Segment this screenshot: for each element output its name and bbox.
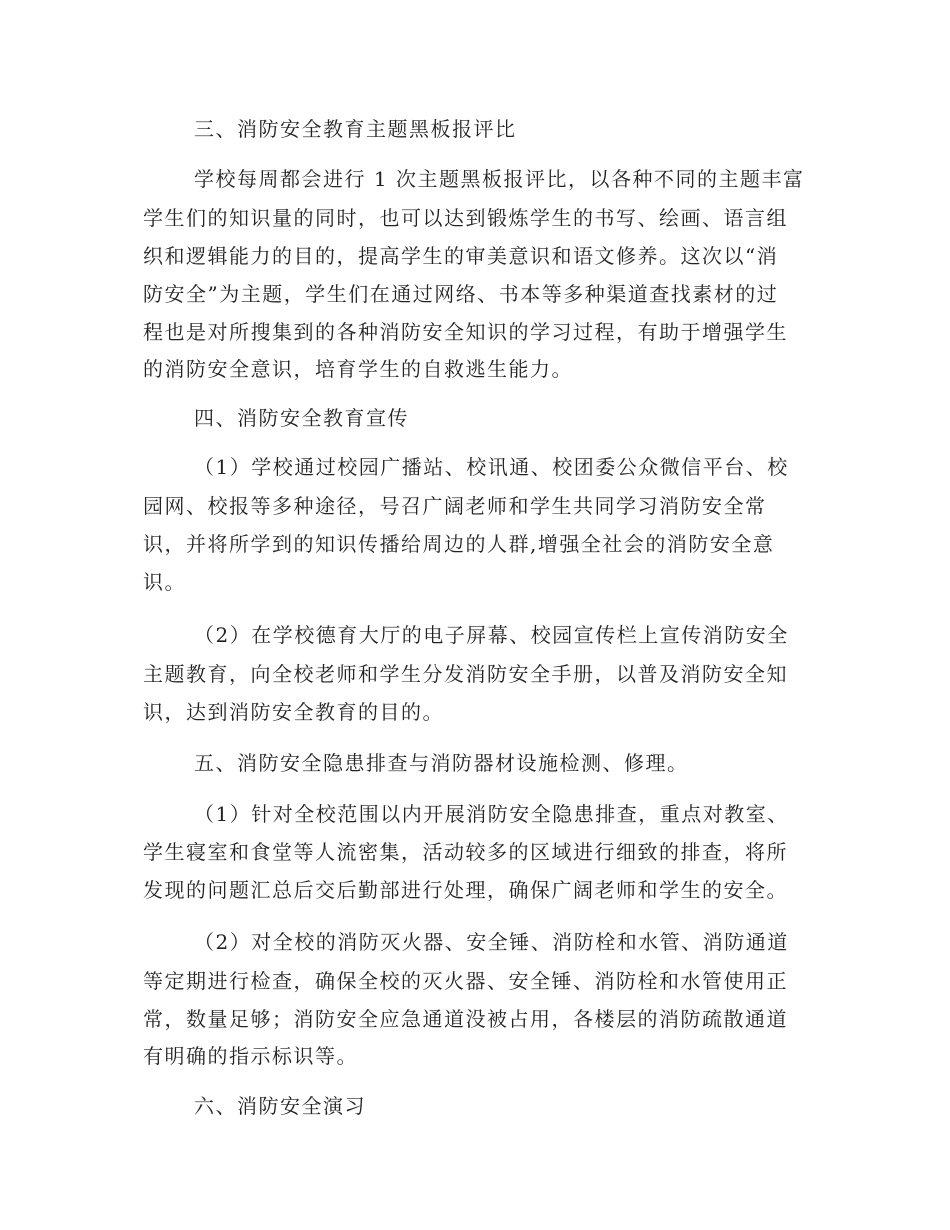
paragraph-line: 识，达到消防安全教育的目的。 <box>143 700 444 724</box>
section-heading-4: 四、消防安全教育宣传 <box>194 406 409 430</box>
section-heading-3: 三、消防安全教育主题黑板报评比 <box>194 117 517 141</box>
paragraph-line: 等定期进行检查，确保全校的灭火器、安全锤、消防栓和水管使用正 <box>143 969 788 993</box>
paragraph-line: 学生寝室和食堂等人流密集，活动较多的区域进行细致的排查，将所 <box>143 840 788 864</box>
paragraph-line: 识，并将所学到的知识传播给周边的人群,增强全社会的消防安全意 <box>143 532 775 556</box>
paragraph-line: 有明确的指示标识等。 <box>143 1044 358 1068</box>
paragraph-line: 织和逻辑能力的目的，提高学生的审美意识和语文修养。这次以“消 <box>143 244 779 268</box>
paragraph-line: 主题教育，向全校老师和学生分发消防安全手册，以普及消防安全知 <box>143 662 788 686</box>
paragraph-line: 园网、校报等多种途径，号召广阔老师和学生共同学习消防安全常 <box>143 494 767 518</box>
paragraph-line: 学校每周都会进行 1 次主题黑板报评比，以各种不同的主题丰富 <box>194 167 805 191</box>
paragraph-line: （2）在学校德育大厅的电子屏幕、校园宣传栏上宣传消防安全 <box>194 623 789 647</box>
paragraph-line: （1）学校通过校园广播站、校讯通、校团委公众微信平台、校 <box>194 455 789 479</box>
paragraph-line: （2）对全校的消防灭火器、安全锤、消防栓和水管、消防通道 <box>194 930 789 954</box>
paragraph-line: 识。 <box>143 570 186 594</box>
paragraph-line: 常，数量足够；消防安全应急通道没被占用，各楼层的消防疏散通道 <box>143 1007 788 1031</box>
paragraph-line: 的消防安全意识，培育学生的自救逃生能力。 <box>143 357 573 381</box>
paragraph-line: 发现的问题汇总后交后勤部进行处理，确保广阔老师和学生的安全。 <box>143 878 788 902</box>
paragraph-line: 防安全”为主题，学生们在通过网络、书本等多种渠道查找素材的过 <box>143 282 779 306</box>
section-heading-6: 六、消防安全演习 <box>194 1094 366 1118</box>
paragraph-line: （1）针对全校范围以内开展消防安全隐患排查，重点对教室、 <box>194 802 789 826</box>
paragraph-line: 程也是对所搜集到的各种消防安全知识的学习过程，有助于增强学生 <box>143 320 788 344</box>
paragraph-line: 学生们的知识量的同时，也可以达到锻炼学生的书写、绘画、语言组 <box>143 206 788 230</box>
section-heading-5: 五、消防安全隐患排查与消防器材设施检测、修理。 <box>194 751 689 775</box>
